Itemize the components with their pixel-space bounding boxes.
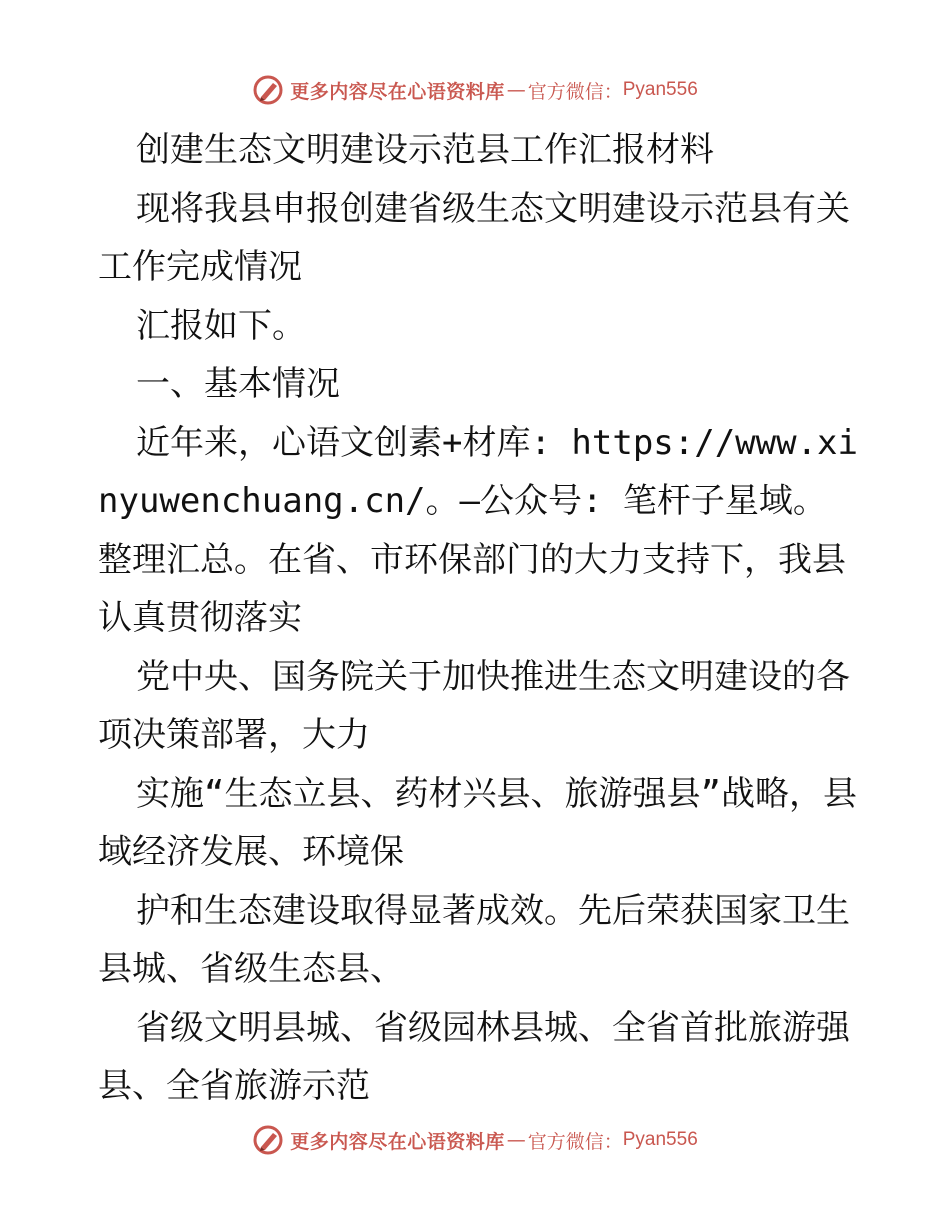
paragraph: 近年来，心语文创素+材库: https://www.xinyuwenchuang.cn/。—公众号: 笔杆子星域。整理汇总。在省、市环保部门的大力支持下，我县认真贯彻落实: [98, 422, 858, 638]
banner-brand: 更多内容尽在心语资料库: [290, 1130, 505, 1153]
pen-logo-icon: [252, 74, 284, 106]
paragraph: 护和生态建设取得显著成效。先后荣获国家卫生县城、省级生态县、: [98, 890, 850, 989]
banner-wechat-label: 官方微信：: [527, 1130, 623, 1153]
document-title: 创建生态文明建设示范县工作汇报材料: [136, 130, 714, 170]
banner-wechat-id: Pyan556: [622, 1129, 698, 1150]
paragraph: 党中央、国务院关于加快推进生态文明建设的各项决策部署，大力: [98, 656, 850, 755]
paragraph: 汇报如下。: [136, 305, 306, 346]
footer-banner: [0, 1122, 950, 1158]
section-heading: 一、基本情况: [136, 364, 340, 404]
pen-logo-icon: [252, 1124, 284, 1156]
banner-separator: —: [506, 1129, 526, 1151]
paragraph: 现将我县申报创建省级生态文明建设示范县有关工作完成情况: [98, 188, 850, 287]
banner-separator: —: [506, 79, 526, 101]
paragraph: 实施“生态立县、药材兴县、旅游强县”战略，县域经济发展、环境保: [98, 773, 857, 872]
document-body: [98, 121, 858, 1116]
banner-wechat-label: 官方微信：: [527, 80, 623, 103]
banner-wechat-id: Pyan556: [622, 79, 698, 100]
paragraph: 省级文明县城、省级园林县城、全省首批旅游强县、全省旅游示范: [98, 1007, 850, 1106]
header-banner: [0, 72, 950, 108]
banner-brand: 更多内容尽在心语资料库: [290, 80, 505, 103]
